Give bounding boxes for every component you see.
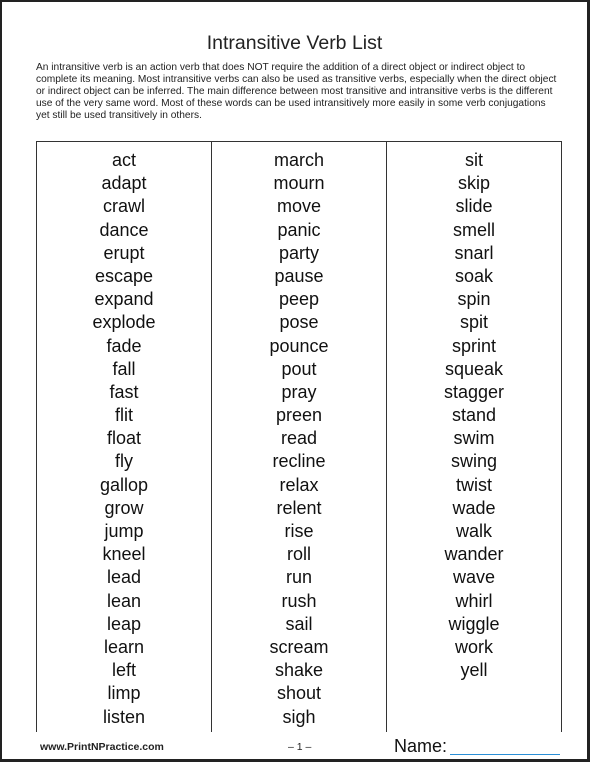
verb-word: stagger xyxy=(443,381,505,402)
verb-word: walk xyxy=(455,521,492,541)
name-field-line[interactable] xyxy=(450,754,560,755)
verb-word: listen xyxy=(102,706,146,727)
verb-word: explode xyxy=(92,312,156,333)
verb-word: mourn xyxy=(273,173,325,194)
verb-word: sprint xyxy=(451,335,496,356)
verb-table xyxy=(36,141,562,732)
verb-word: yell xyxy=(460,660,488,681)
verb-word: sit xyxy=(465,150,483,170)
verb-word: float xyxy=(106,428,142,449)
verb-word: swing xyxy=(450,451,498,472)
site-url: www.PrintNPractice.com xyxy=(40,741,164,753)
verb-word: sigh xyxy=(282,706,316,727)
verb-word: pout xyxy=(281,358,317,379)
verb-word: roll xyxy=(286,544,311,565)
verb-word: pause xyxy=(274,265,324,286)
verb-word: grow xyxy=(104,497,144,518)
page-number: – 1 – xyxy=(288,741,312,753)
verb-word: soak xyxy=(454,265,494,286)
verb-word: lead xyxy=(106,567,142,588)
verb-word: escape xyxy=(94,265,154,286)
verb-column-2 xyxy=(211,142,386,732)
verb-word: march xyxy=(273,150,324,170)
verb-word: work xyxy=(454,636,493,657)
verb-word: recline xyxy=(272,451,326,472)
verb-word: skip xyxy=(457,173,490,194)
verb-word: gallop xyxy=(99,474,149,495)
verb-word: wave xyxy=(452,567,496,588)
verb-word: kneel xyxy=(102,544,146,565)
verb-word: pray xyxy=(281,381,317,402)
verb-word: shout xyxy=(276,683,322,704)
verb-word: lean xyxy=(106,590,142,611)
verb-word: wade xyxy=(452,497,496,518)
verb-word: party xyxy=(278,242,320,263)
verb-word: erupt xyxy=(103,242,145,263)
verb-word: shake xyxy=(274,660,324,681)
verb-word: swim xyxy=(453,428,495,449)
verb-word: panic xyxy=(277,219,321,240)
verb-column-1 xyxy=(37,142,211,732)
verb-word: sail xyxy=(285,613,313,634)
verb-word: pose xyxy=(279,312,319,333)
verb-word: crawl xyxy=(102,196,145,217)
footer xyxy=(2,736,587,760)
intro-paragraph: An intransitive verb is an action verb that does NOT require the addition of a direct object or indirect object to complete its meaning. Most intransitive verbs can also be used as transitive verbs, especially when the direct object or indirect object can be inferred. The main difference between most transitive and intransitive verbs is the different use of the very same word. Most of these words can be used intransitively more easily in some verb conjugations yet still be used transitively in others. xyxy=(36,62,557,121)
verb-word: limp xyxy=(107,683,141,704)
verb-word: act xyxy=(111,150,136,170)
verb-word: rise xyxy=(284,521,314,541)
verb-word: rush xyxy=(281,590,317,611)
verb-word: relax xyxy=(279,474,319,495)
verb-word: squeak xyxy=(444,358,504,379)
verb-word: learn xyxy=(103,636,145,657)
verb-word: snarl xyxy=(454,242,494,263)
verb-word: slide xyxy=(455,196,493,217)
verb-word: flit xyxy=(115,405,133,426)
name-label: Name: xyxy=(394,736,448,756)
verb-word: dance xyxy=(99,219,149,240)
verb-word: scream xyxy=(269,636,329,657)
verb-column-3 xyxy=(386,142,561,732)
verb-word: wander xyxy=(444,544,504,565)
verb-word: smell xyxy=(452,219,495,240)
verb-word: pounce xyxy=(269,335,329,356)
verb-word: move xyxy=(276,196,321,217)
verb-word: stand xyxy=(451,405,497,426)
verb-word: fly xyxy=(115,451,133,472)
verb-word: run xyxy=(285,567,312,588)
verb-word: whirl xyxy=(455,590,493,611)
verb-word: jump xyxy=(104,521,144,541)
verb-word: spin xyxy=(457,289,491,310)
verb-word: fall xyxy=(112,358,136,379)
verb-word: adapt xyxy=(101,173,147,194)
verb-word: expand xyxy=(94,289,154,310)
verb-word: spit xyxy=(459,312,488,333)
verb-word: twist xyxy=(456,474,492,495)
page-title: Intransitive Verb List xyxy=(206,32,383,54)
verb-word: leap xyxy=(106,613,142,634)
verb-word: read xyxy=(280,428,318,449)
verb-word: wiggle xyxy=(448,613,500,634)
verb-word: fade xyxy=(106,335,142,356)
verb-word: fast xyxy=(109,381,139,402)
verb-word: left xyxy=(111,660,136,681)
verb-word: peep xyxy=(278,289,320,310)
verb-word: preen xyxy=(275,405,323,426)
verb-word: relent xyxy=(276,497,322,518)
